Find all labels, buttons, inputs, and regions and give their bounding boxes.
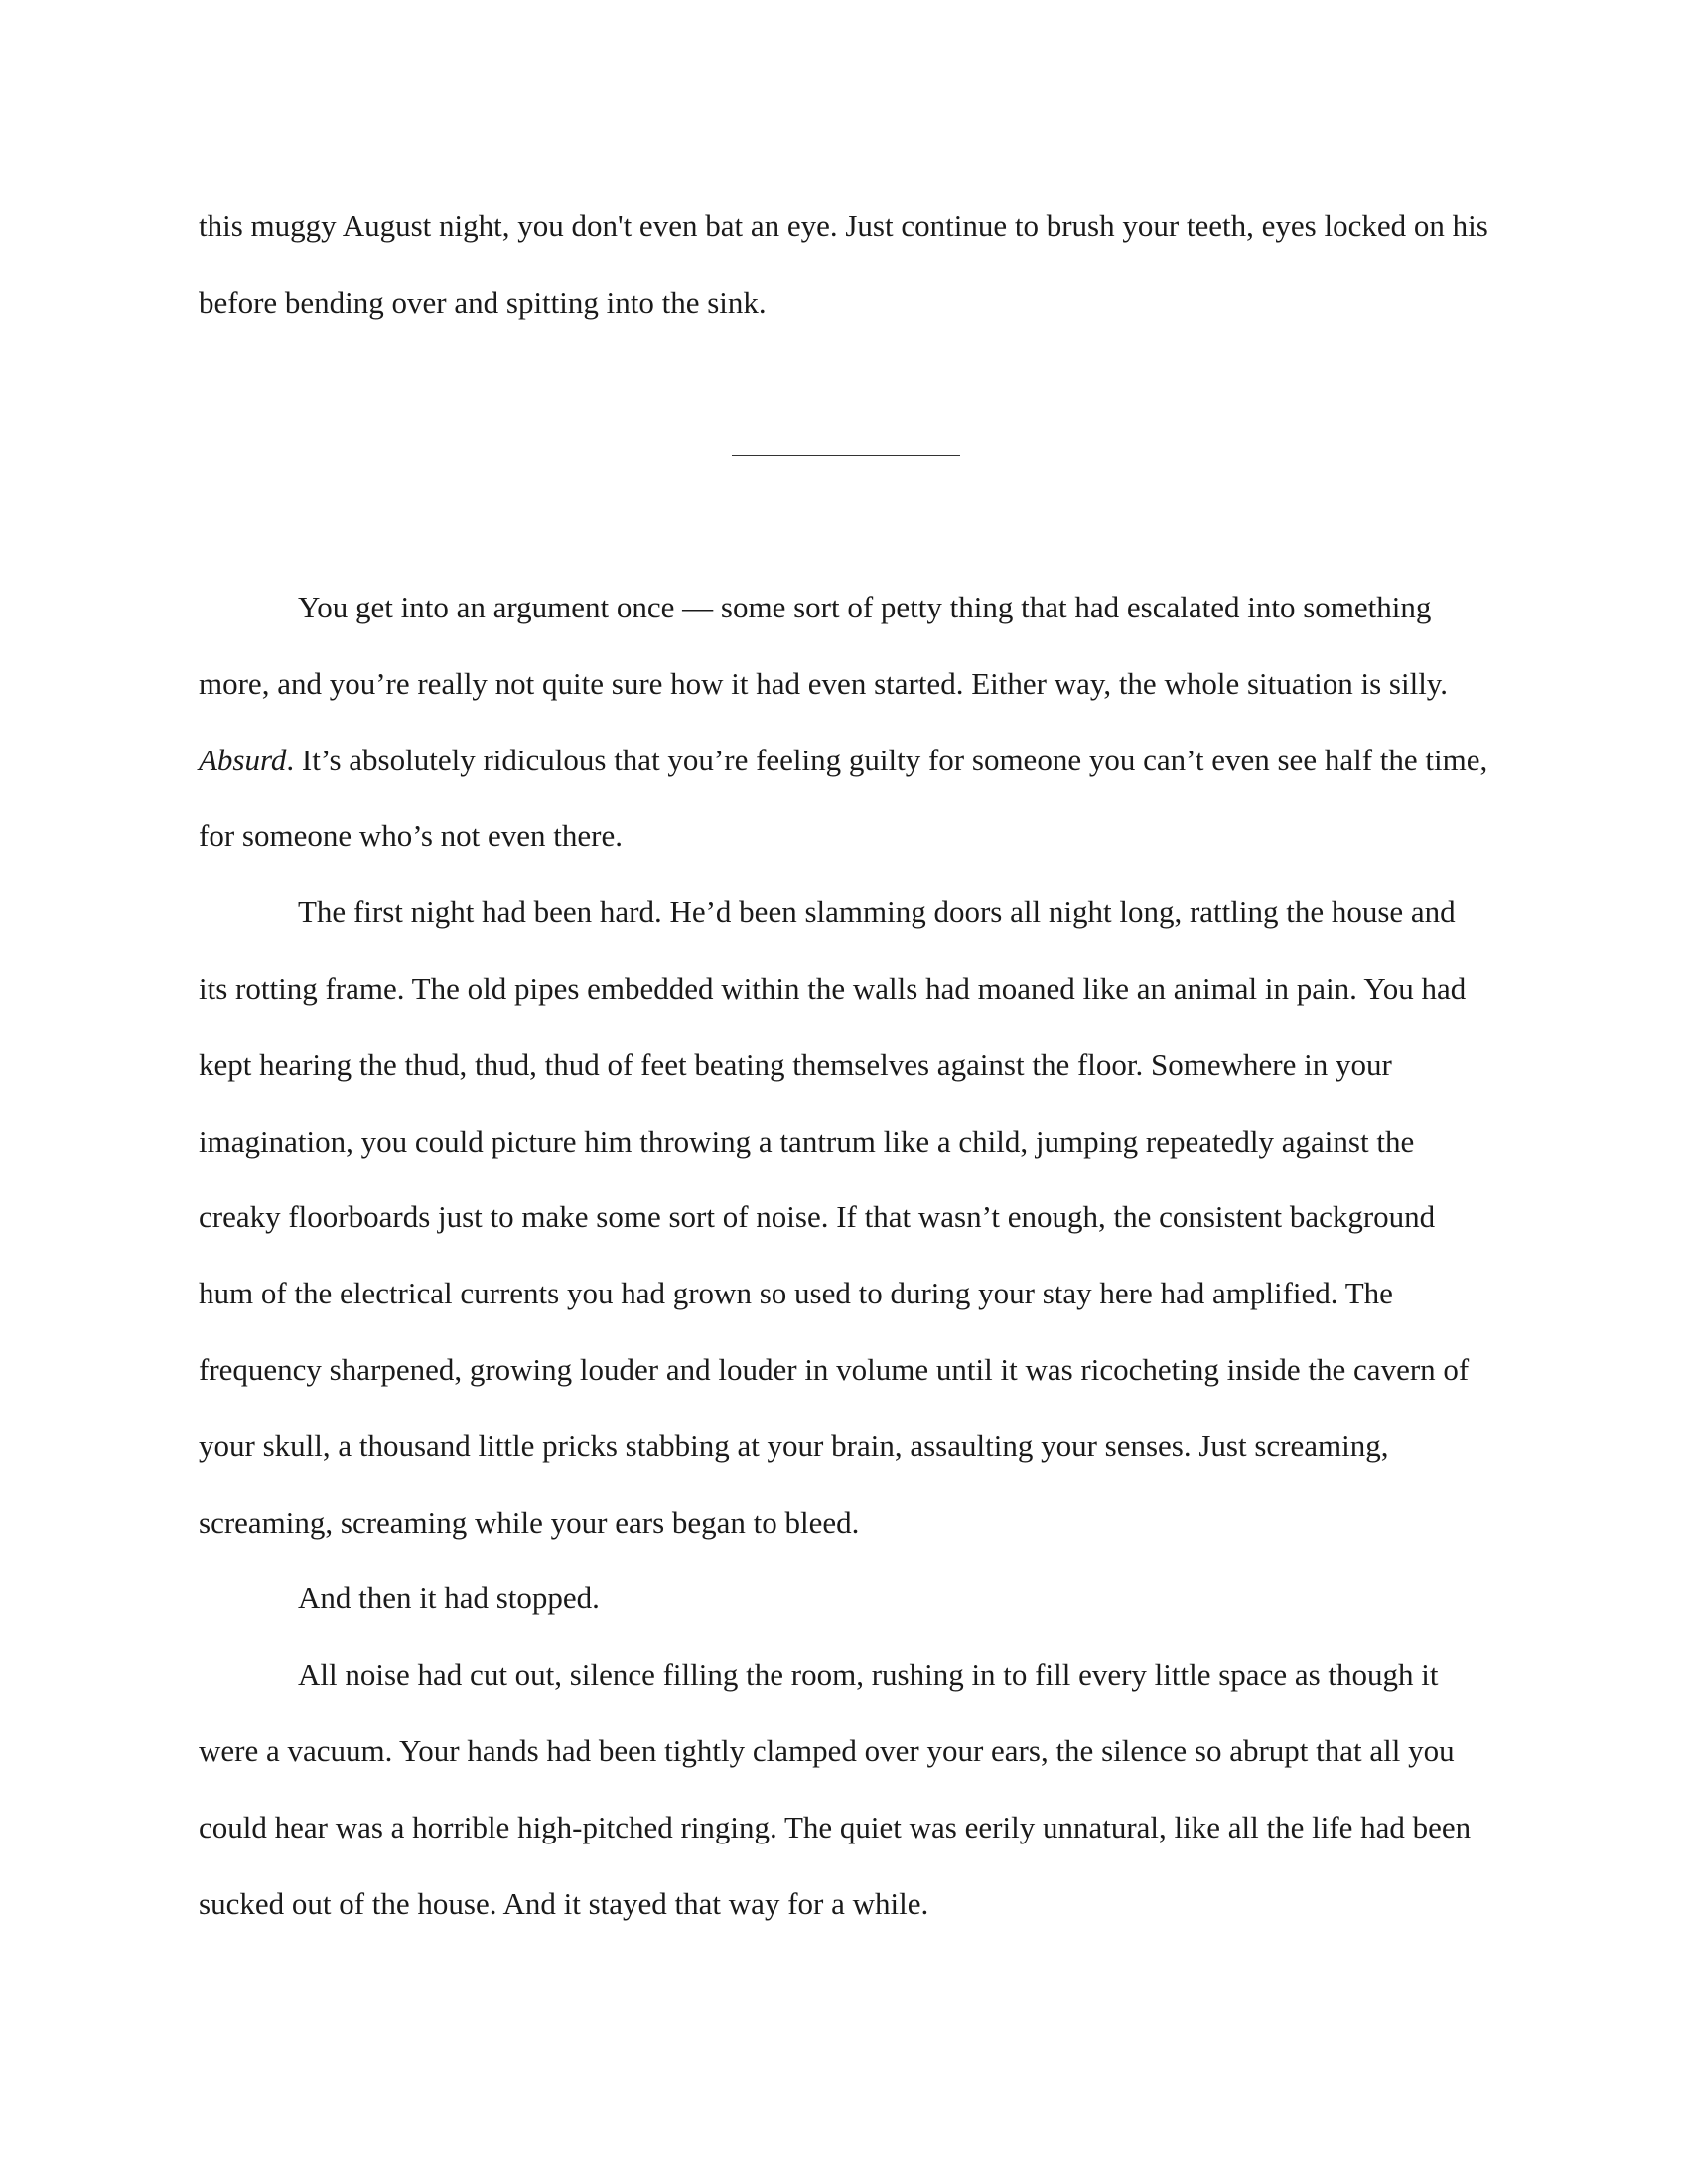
section-divider: [199, 417, 1489, 493]
paragraph-first-night: The first night had been hard. He’d been slamming doors all night long, rattling the house and its rotting frame. The old pipes embedded within the walls had moaned like an animal in pain. You had kept hearing the thud, thud, thud of feet beating themselves against the floor. Somewhere in your imagination, you could picture him throwing a tantrum like a child, jumping repeatedly against the creaky floorboards just to make some sort of noise. If that wasn’t enough, the consistent background hum of the electrical currents you had grown so used to during your stay here had amplified. The frequency sharpened, growing louder and louder in volume until it was ricocheting inside the cavern of your skull, a thousand little pricks stabbing at your brain, assaulting your senses. Just screaming, screaming, screaming while your ears began to bleed.: [199, 894, 1470, 1540]
paragraph-silence: All noise had cut out, silence filling the room, rushing in to fill every little space as though it were a vacuum. Your hands had been tightly clamped over your ears, the silence so abrupt that all you could hear was a horrible high-pitched ringing. The quiet was eerily unnatural, like all the life had been sucked out of the house. And it stayed that way for a while.: [199, 1657, 1472, 1921]
divider-rule: [732, 455, 960, 456]
document-page: [199, 189, 1489, 1942]
paragraph-argument: [199, 570, 1489, 875]
blank-line: [199, 341, 1489, 418]
emphasis-absurd: Absurd: [199, 742, 287, 777]
intro-paragraph: this muggy August night, you don't even bat an eye. Just continue to brush your teeth, eyes locked on his before bending over and spitting into the sink.: [199, 208, 1488, 320]
blank-line: [199, 493, 1489, 570]
paragraph-stopped: And then it had stopped.: [298, 1580, 600, 1616]
paragraph-text: You get into an argument once — some sort of petty thing that had escalated into something more, and you’re really not quite sure how it had even started. Either way, the whole situation is silly.: [199, 589, 1449, 701]
paragraph-text: . It’s absolutely ridiculous that you’re feeling guilty for someone you can’t even see half the time, for someone who’s not even there.: [199, 742, 1488, 854]
